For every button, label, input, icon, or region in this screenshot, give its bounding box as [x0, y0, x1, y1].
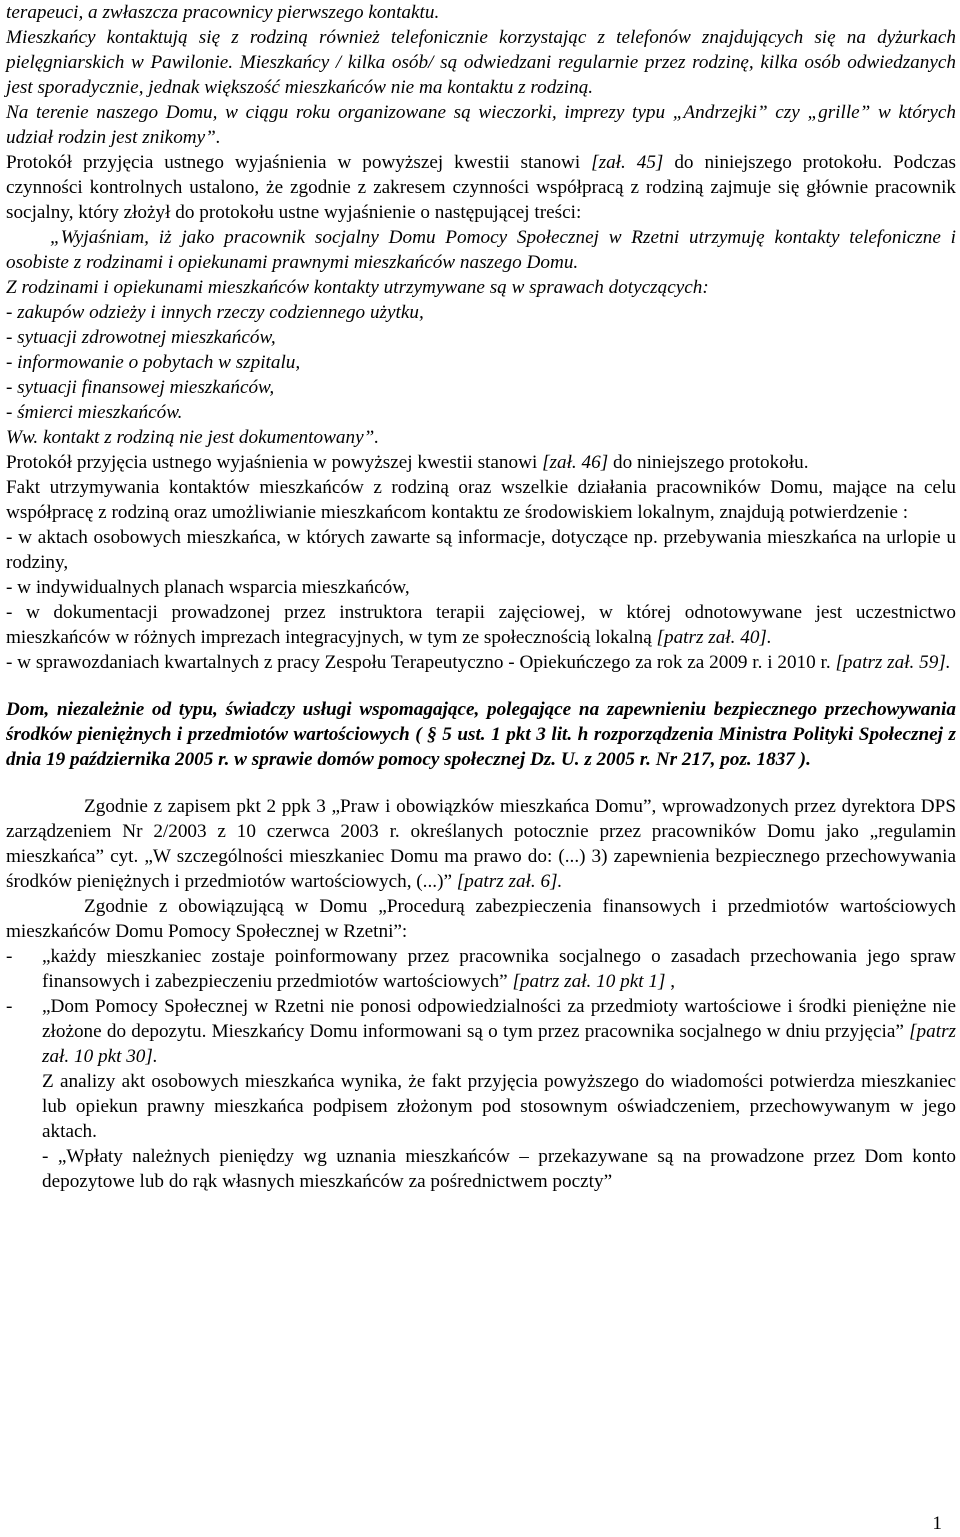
paragraph-family-contacts: Mieszkańcy kontaktują się z rodziną również telefonicznie korzystając z telefonów znajdujących się na dyżurkach pielęgniarskich w Pawilonie. Mieszkańcy / kilka osób/ są odwiedzani regularnie przez rodzinę, kilka osób odwiedzanych jest sporadycznie, jednak większość mieszkańców nie ma kontaktu z rodziną. [6, 27, 956, 98]
paragraph-payments: - „Wpłaty należnych pieniędzy wg uznania mieszkańców – przekazywane są na prowadzone przez Dom konto depozytowe lub do rąk własnych mieszkańców za pośrednictwem poczty” [42, 1146, 956, 1192]
quote-topics-list [6, 300, 956, 425]
attachment-ref: [patrz zał. 10 pkt 1] [512, 971, 666, 992]
attachment-ref: [patrz zał. 10 pkt 30]. [42, 1021, 956, 1067]
protocol-text: do niniejszego protokołu. [608, 452, 809, 473]
protocol-text: do niniejszego protokołu. [663, 152, 883, 173]
page-number: 1 [932, 1513, 942, 1534]
attachment-ref: [patrz zał. 59]. [835, 652, 951, 673]
procedure-item [6, 994, 956, 1069]
attachment-ref: [zał. 46] [542, 452, 609, 473]
protocol-text: Protokół przyjęcia ustnego wyjaśnienia w powyższej kwestii stanowi [6, 452, 543, 473]
confirmation-item-text: - w indywidualnych planach wsparcia mieszkańców, [6, 577, 410, 598]
quote-topic-item: - śmierci mieszkańców. [6, 402, 183, 423]
confirmation-item [6, 525, 956, 575]
confirmation-item-text: - w aktach osobowych mieszkańca, w których zawarte są informacje, dotyczące np. przebywania mieszkańca na urlopie u rodziny, [6, 527, 956, 573]
procedure-item-text: „Dom Pomocy Społecznej w Rzetni nie ponosi odpowiedzialności za przedmioty wartościowe i środki pieniężne nie złożone do depozytu. Mieszkańcy Domu informowani są o tym przez pracownika socjalnego w dniu przyjęcia” [42, 996, 956, 1042]
list-dash: - [6, 996, 13, 1017]
paragraph-confirmation: Fakt utrzymywania kontaktów mieszkańców z rodziną oraz wszelkie działania pracowników Domu, mające na celu współpracę z rodziną oraz umożliwianie mieszkańcom kontaktu ze środowiskiem lokalnym, znajdują potwierdzenie : [6, 477, 956, 523]
protocol-text: Protokół przyjęcia ustnego wyjaśnienia w powyższej kwestii stanowi [6, 152, 592, 173]
quote-topic-item: - zakupów odzieży i innych rzeczy codziennego użytku, [6, 302, 424, 323]
section-heading: Dom, niezależnie od typu, świadczy usługi wspomagające, polegające na zapewnieniu bezpiecznego przechowywania środków pieniężnych i przedmiotów wartościowych ( § 5 ust. 1 pkt 3 lit. h rozporządzenia Ministra Polityki Społecznej z dnia 19 października 2005 r. w sprawie domów pomocy społecznej Dz. U. z 2005 r. Nr 217, poz. 1837 ). [6, 699, 956, 770]
attachment-ref: [patrz zał. 6]. [456, 871, 563, 892]
procedure-item [6, 944, 956, 994]
quote-end: Ww. kontakt z rodziną nie jest dokumentowany”. [6, 427, 380, 448]
confirmation-item-text: - w sprawozdaniach kwartalnych z pracy Zespołu Terapeutyczno - Opiekuńczego za rok za 2009 r. i 2010 r. [6, 652, 836, 673]
paragraph-procedure: Zgodnie z obowiązującą w Domu „Procedurą zabezpieczenia finansowych i przedmiotów wartościowych mieszkańców Domu Pomocy Społecznej w Rzetni”: [6, 896, 956, 942]
quote-topic-item: - sytuacji finansowej mieszkańców, [6, 377, 275, 398]
quote-topic-item: - sytuacji zdrowotnej mieszkańców, [6, 327, 276, 348]
procedure-list [6, 944, 956, 1069]
attachment-ref: [zał. 45] [591, 152, 664, 173]
attachment-ref: [patrz zał. 40]. [656, 627, 772, 648]
quote-topic-item: - informowanie o pobytach w szpitalu, [6, 352, 301, 373]
list-dash: - [6, 946, 13, 967]
confirmation-item [6, 575, 956, 600]
paragraph-protocol-45 [6, 150, 956, 225]
confirmation-item-text: - w dokumentacji prowadzonej przez instruktora terapii zajęciowej, w której odnotowywane jest uczestnictwo mieszkańców w różnych imprezach integracyjnych, w tym ze społecznością lokalną [6, 602, 956, 648]
paragraph-rights [6, 794, 956, 894]
rights-text: Zgodnie z zapisem pkt 2 ppk 3 „Praw i obowiązków mieszkańca Domu”, wprowadzonych przez dyrektora DPS zarządzeniem Nr 2/2003 z 10 czerwca 2003 r. określanych potocznie przez pracowników Domu jako „regulamin mieszkańca” cyt. „W szczególności mieszkaniec Domu ma prawo do: (...) 3) zapewnienia bezpiecznego przechowywania środków pieniężnych i przedmiotów wartościowych, (...)” [6, 796, 956, 892]
confirmation-item [6, 600, 956, 650]
inspection-text: Podczas czynności kontrolnych ustalono, że zgodnie z zakresem czynności współpracą z rodziną zajmuje się głównie pracownik socjalny, który złożył do protokołu ustne wyjaśnienie o następującej treści: [6, 152, 956, 223]
paragraph-events: Na terenie naszego Domu, w ciągu roku organizowane są wieczorki, imprezy typu „Andrzejki” czy „grille” w których udział rodzin jest znikomy”. [6, 102, 956, 148]
paragraph-analysis: Z analizy akt osobowych mieszkańca wynika, że fakt przyjęcia powyższego do wiadomości potwierdza mieszkaniec lub opiekun prawny mieszkańca podpisem złożonym pod stosownym oświadczeniem, przechowywanym w jego aktach. [42, 1071, 956, 1142]
quote-statement: „Wyjaśniam, iż jako pracownik socjalny Domu Pomocy Społecznej w Rzetni utrzymuję kontakty telefoniczne i osobiste z rodzinami i opiekunami prawnymi mieszkańców naszego Domu. [6, 227, 956, 273]
document-page [6, 0, 956, 1194]
procedure-item-text: „każdy mieszkaniec zostaje poinformowany przez pracownika socjalnego o zasadach przechowania jego spraw finansowych i zabezpieczeniu przedmiotów wartościowych” [42, 946, 956, 992]
procedure-item-tail: , [665, 971, 676, 992]
quote-topics-intro: Z rodzinami i opiekunami mieszkańców kontakty utrzymywane są w sprawach dotyczących: [6, 277, 709, 298]
confirmation-item [6, 650, 956, 675]
paragraph-protocol-46 [6, 450, 956, 475]
paragraph-continuation: terapeuci, a zwłaszcza pracownicy pierwszego kontaktu. [6, 2, 440, 23]
confirmation-list [6, 525, 956, 675]
